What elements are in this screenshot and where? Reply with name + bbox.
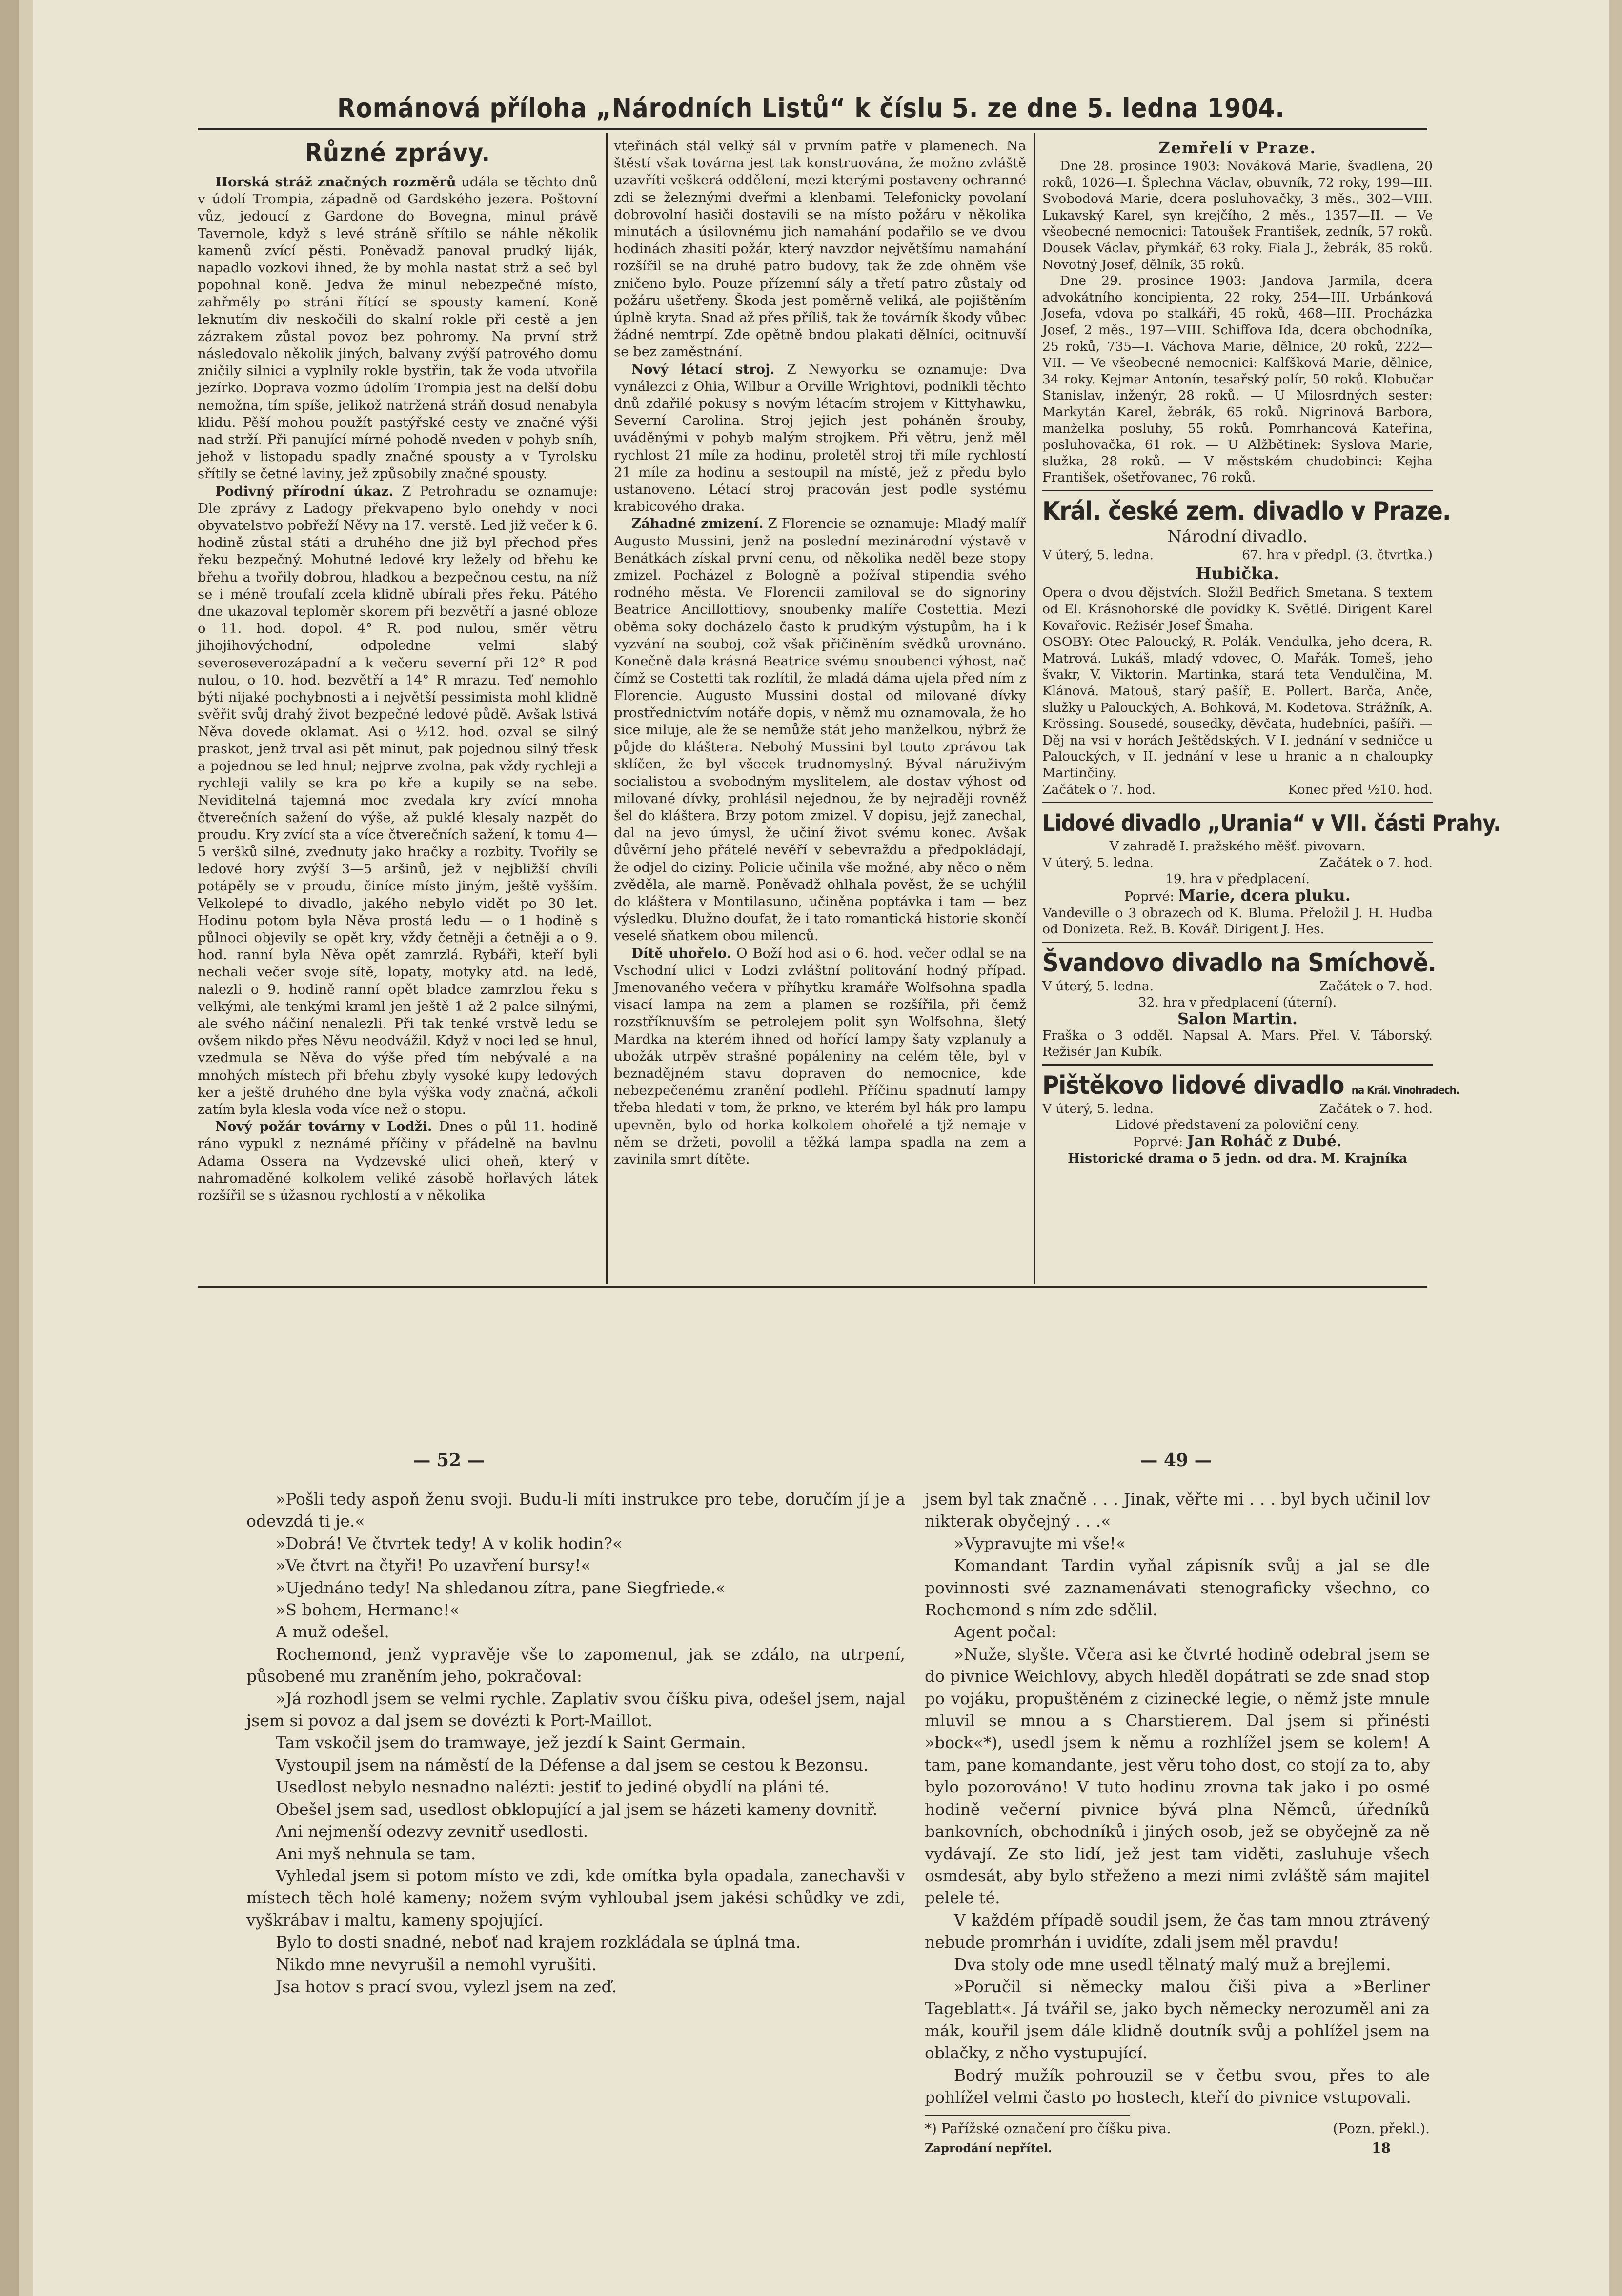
theatre-notice-urania: Lidové divadlo „Urania“ v VII. části Prahy. V zahradě I. pražského měšť. pivovarn. V úterý, 5. ledna. Začátek o 7. hod. 19. hra v předplacení. Poprvé: Marie, dcera pluku. Vandeville o 3 obrazech od K. Bluma. Přeložil J. H. Hudba od Donizeta. Rež. B. Kovář. Dirigent J. Hes. [1042, 808, 1433, 938]
play-title: Salon Martin. [1177, 1009, 1298, 1028]
theatre-name: Švandovo divadlo na Smíchově. [1042, 948, 1436, 978]
story-paragraph: »Vypravujte mi vše!« [954, 1533, 1126, 1553]
news-item: Horská stráž značných rozměrů udála se těchto dnů v údolí Trompia, západně od Gardského jezera. Poštovní vůz, jedoucí z Gardone do Bovegna, minul právě Tavernole, když s levé stráně sřítilo se náhle několik kamenů zvící pěsti. Poněvadž panoval prudký liják, napadlo vozkovi ihned, že by mohla nastat strž a seč byl popohnal koně. Jedva že minul nebezpečné místo, zahřměly po stráni řítící se spousty kamení. Koně leknutím div neskočili do skalní rokle při cestě a jen zázrakem zůstal povoz bez pohromy. Na první strž následovalo několik jiných, balvany zvýší patrového domu zničily silnici a vyplnily rokle bystřin, tak že voda utvořila jezírko. Doprava vozmo údolím Trompia jest na delší dobu nemožna, tím spíše, jelikož natržená stráň dosud nenabyla klidu. Pěší mohou použít pastýřské cesty ve značné výši nad strží. Při panující mírné pohodě nveden v pohyb sníh, jehož v listopadu spadly značné spousty a v Tyrolsku sřítily se četné laviny, jež způsobily značné spousty. [198, 174, 598, 482]
story-paragraph: Agent počal: [954, 1622, 1057, 1642]
column-divider-2 [1034, 133, 1035, 1284]
story-paragraph: A muž odešel. [276, 1622, 389, 1642]
scan-edge-left-inner [19, 0, 33, 2296]
story-paragraph: »Pošli tedy aspoň ženu svoji. Budu-li míti instrukce pro tebe, doručím jí je a odevzdá ti je.« [246, 1490, 905, 1531]
story-paragraph: Nikdo mne nevyrušil a nemohl vyrušiti. [276, 1954, 597, 1974]
story-paragraph: »Nuže, slyšte. Včera asi ke čtvrté hodině odebral jsem se do pivnice Weichlovy, abych hleděl dopátrati se zde snad stop po vojáku, propuštěném z cizinecké legie, o němž jste mnule mluvil se mnou a s Charstierem. Dal jsem si přinésti »bock«*), usedl jsem k němu a rozhlížel jsem se kolem! A tam, pane komandante, jest věru toho dost, co stojí za to, aby bylo pozorováno! V tuto hodinu zrovna tak jako i po osmé hodině večerní pivnice bývá plna Němců, úředníků bankovních, obchodníků i jiných osob, jež se obyčejně za ně vydávají. Ze sto lidí, jež jest tam viděti, zasluhuje všech osmdesát, aby bylo střeženo a mezi nimi zvláště sám majitel pelele té. [925, 1644, 1430, 1908]
signature-line [925, 2138, 1430, 2158]
story-paragraph: Bodrý mužík pohrouzil se v četbu svou, přes to ale pohlížel velmi často po hostech, kteří do pivnice vstupovali. [925, 2065, 1430, 2107]
story-paragraph: »Ujednáno tedy! Na shledanou zítra, pane Siegfriede.« [276, 1578, 726, 1597]
news-item: Nový požár továrny v Lodži. Dnes o půl 11. hodině ráno vypukl z neznámé příčiny v přádelně na bavlnu Adama Ossera na Vydzevské ulici oheň, který v nahromaděné kolkolem veliké zásobě hořlavých látek rozšířil se s úžasnou rychlostí a v několika [198, 1119, 598, 1203]
news-item: Dítě uhořelo. O Boží hod asi o 6. hod. večer odlal se na Vschodní ulici v Lodzi zvláštní politování hodný případ. Jmenovaného večera v příhytku kramáře Wolfsohna spadla visací lampa na zem a plamen se rozšířila, při čemž rozstříknuvším se petrolejem polit syn Wolfsohna, šletý Mardka na kterém ihned od hořící lampy šaty vzplanuly a ubožák utrpěv strašné popáleniny na celém těle, byl v beznadějném stavu dopraven do nemocnice, kde nebezpečenému zranění podlehl. Příčinu spadnutí lampy třeba hledati v tom, že prkno, ve kterém byl hák pro lampu upevněn, bylo od horka kolkolem ohořelé a tjž nemaje v něm se držeti, povolil a těžká lampa spadla na zem a zavinila smrt dítěte. [614, 945, 1026, 1167]
divider [1042, 1064, 1433, 1066]
story-paragraph: Tam vskočil jsem do tramwaye, jež jezdí k Saint Germain. [276, 1733, 746, 1752]
story-paragraph: Bylo to dosti snadné, neboť nad krajem rozkládala se úplná tma. [276, 1933, 801, 1952]
story-paragraph: »Ve čtvrt na čtyři! Po uzavření bursy!« [276, 1556, 591, 1575]
story-paragraph: »Dobrá! Ve čtvrtek tedy! A v kolik hodin?« [276, 1533, 623, 1553]
story-paragraph: Komandant Tardin vyňal zápisník svůj a jal se dle povinnosti své zaznamenávati stenograficky všechno, co Rochemond s ním zde sdělil. [925, 1556, 1430, 1620]
page-number-right: — 49 — [1140, 1450, 1212, 1470]
news-item: Nový létací stroj. Z Newyorku se oznamuje: Dva vynálezci z Ohia, Wilbur a Orville Wrightovi, podnikli těchto dnů zdařilé pokusy s novým létacím strojem v Kittyhawku, Severní Carolina. Stroj jejich jest poháněn šrouby, uváděnými v pohyb malým strojkem. Při větru, jenž měl rychlost 21 míle za hodinu, proletěl stroj tři míle rychlostí 21 míle za hodinu a sestoupil na místě, jež z předu bylo ustanoveno. Létací stroj pracován jest podle systému krabicového draka. [614, 361, 1027, 515]
deaths-title: Zemřelí v Praze. [1158, 139, 1317, 157]
story-paragraph: Vyhledal jsem si potom místo ve zdi, kde omítka byla opadala, zanechavši v místech těch holé kameny; nožem svým vyhloubal jsem jakési schůdky ve zdi, vyškrábav i maltu, kameny spojující. [246, 1866, 905, 1930]
deaths-list: Dne 28. prosince 1903: Nováková Marie, švadlena, 20 roků, 1026—I. Šplechna Václav, obuvník, 72 roky, 199—III. Svobodová Marie, dcera posluhovačky, 3 měs., 302—VIII. Lukavský Karel, syn krejčího, 2 měs., 1357—II. — Ve všeobecné nemocnici: Tatoušek František, zedník, 57 roků. Dousek Václav, přymkář, 63 roky. Fiala J., žebrák, 85 roků. Novotný Josef, dělník, 35 roků. [1042, 159, 1433, 272]
theatre-name: Král. české zem. divadlo v Praze. [1042, 496, 1451, 526]
section-title: Různé zprávy. [304, 139, 491, 168]
theatre-notice-svanda: Švandovo divadlo na Smíchově. V úterý, 5. ledna. Začátek o 7. hod. 32. hra v předplacení (úterní). Salon Martin. Fraška o 3 odděl. Napsal A. Mars. Přel. V. Táborský. Režisér Jan Kubík. [1042, 948, 1436, 1060]
story-paragraph: V každém případě soudil jsem, že čas tam mnou ztrávený nebude promrhán i uvidíte, zdali jsem měl pravdu! [925, 1910, 1430, 1952]
header-rule [198, 128, 1427, 130]
footnote: *) Pařížské označení pro číšku piva. (Pozn. překl.). [925, 2120, 1430, 2137]
story-paragraph: Usedlost nebylo nesnadno nalézti: jestiť to jediné obydlí na pláni té. [276, 1777, 830, 1797]
story-paragraph: jsem byl tak značně . . . Jinak, věřte mi . . . byl bych učinil lov nikterak obyčejný . . .« [925, 1490, 1430, 1531]
column-divider-1 [606, 133, 608, 1284]
sheet-signature: 18 [1372, 2140, 1391, 2156]
news-item-continued: vteřinách stál velký sál v prvním patře v plamenech. Na štěstí však továrna jest tak konstruována, že možno zvláště uzavříti veškerá oddělení, mezi kterými postaveny ochranné zdi se železnými dveřmi a klenbami. Telefonicky povolaní dobrovolní hasiči dostavili se na místo požáru v několika minutách a úsilovnému jich namahání podařilo se ve dvou hodinách zhasiti požár, který navzdor největšímu namahání rozšířil se na druhé patro budovy, tak že zde ohněm vše zničeno bylo. Pouze přízemní sály a třetí patro zůstaly od požáru ušetřeny. Škoda jest poměrně veliká, ale pojištěním úplně kryta. Snad až přes příliš, tak že továrník škody vůbec žádné nemtrpí. Zde opětně bndou plakati dělníci, ocitnuvší se bez zaměstnání. [614, 138, 1026, 360]
story-paragraph: Dva stoly ode mne usedl tělnatý malý muž a brejlemi. [954, 1954, 1391, 1974]
deaths-list: Dne 29. prosince 1903: Jandova Jarmila, dcera advokátního koncipienta, 22 roky, 254—III. Urbánková Josefa, vdova po stalkáři, 45 roků, 468—III. Procházka Josef, 2 měs., 197—VIII. Schiffova Ida, dcera obchodníka, 25 roků, 735—I. Váchova Marie, dělnice, 20 roků, 222—VII. — Ve všeobecné nemocnici: Kalfšková Marie, dělnice, 34 roky. Kejmar Antonín, tesařský polír, 50 roků. Klobučar Stanislav, inženýr, 28 roků. — U Milosrdných sester: Markytán Karel, žebrák, 65 roků. Nigrinová Barbora, manželka posluhy, 55 roků. Pomrhancová Kateřina, posluhovačka, 61 rok. — U Alžbětinek: Syslova Marie, služka, 28 roků. — V městském chudobinci: Kejha František, ošetřovanec, 76 roků. [1042, 273, 1433, 485]
column-notices [1042, 138, 1501, 1284]
divider [1042, 942, 1433, 943]
divider [1042, 490, 1433, 491]
column-news-2 [614, 138, 1026, 1284]
story-paragraph: Jsa hotov s prací svou, vylezl jsem na zeď. [276, 1976, 617, 1996]
footnote-rule [925, 2115, 1130, 2116]
play-title: Hubička. [1196, 564, 1279, 584]
section-bottom-rule [198, 1286, 1427, 1288]
page-header: Románová příloha „Národních Listů“ k číslu 5. ze dne 5. ledna 1904. [337, 93, 1285, 123]
story-paragraph: Obešel jsem sad, usedlost obklopující a jal jsem se házeti kameny dovnitř. [276, 1799, 878, 1819]
scan-edge-right [1609, 0, 1622, 2296]
play-title: Marie, dcera pluku. [1178, 886, 1351, 905]
theatre-name: Pištěkovo lidové divadlo [1042, 1070, 1344, 1100]
story-paragraph: Ani nejmenší odezvy zevnitř usedlosti. [276, 1822, 588, 1841]
theatre-notice-pistek: Pištěkovo lidové divadlo na Král. Vinohradech. V úterý, 5. ledna. Začátek o 7. hod. Lidové představení za poloviční ceny. Poprvé: Jan Roháč z Dubé. Historické drama o 5 jedn. od dra. M. Krajníka [1042, 1070, 1460, 1166]
theatre-notice-national: Král. české zem. divadlo v Praze. Národní divadlo. V úterý, 5. ledna. 67. hra v předpl. (3. čtvrtka.) Hubička. Opera o dvou dějstvích. Složil Bedřich Smetana. S textem od El. Krásnohorské dle povídky K. Světlé. Dirigent Karel Kovařovic. Režisér Josef Šmaha. OSOBY: Otec Paloucký, R. Polák. Vendulka, jeho dcera, R. Matrová. Lukáš, mladý vdovec, O. Mařák. Tomeš, jeho švakr, V. Viktorin. Martinka, stará teta Vendulčina, M. Klánová. Matouš, starý pašíř, E. Pollert. Barča, Anče, služky u Palouckých, A. Bohková, M. Kodetova. Strážník, A. Krössing. Sousedé, sousedky, děvčata, hudebníci, pašíři. — Děj na vsi v horách Ještědských. V I. jednání v sedničce u Palouckých, v II. jednání v lese u hranic a n chaloupky Martinčiny. Začátek o 7. hod. Konec před ½10. hod. [1042, 496, 1451, 797]
page-number-left: — 52 — [413, 1450, 485, 1470]
story-paragraph: Vystoupil jsem na náměstí de la Défense a dal jsem se cestou k Bezonsu. [276, 1755, 869, 1774]
news-item: Záhadné zmizení. Z Florencie se oznamuje: Mladý malíř Augusto Mussini, jenž na poslední mezinárodní výstavě v Benátkách získal první cenu, od několika neděl beze stopy zmizel. Pocházel z Bologně a požíval stipendia svého rodného města. Ve Florencii zamiloval se do signoriny Beatrice Ancillottiovy, snoubenky malíře Costettia. Mezi oběma soky docházelo často k prudkým výstupům, ha i k vyzvání na souboj, což však přičiněním svědků urovnáno. Konečně dala krásná Beatrice svému snoubenci výhost, nač čímž se Costetti tak rozlítil, že mladá dáma ujela před ním z Florencie. Augusto Mussini dostal od milované dívky prostřednictvím notáře dopis, v němž mu oznamovala, že ho sice miluje, ale že se nemůže stát jeho manželkou, nýbrž že půjde do kláštera. Nebohý Mussini byl touto zprávou tak sklíčen, že byl všecek trudnomyslný. Býval náruživým socialistou a svobodným myslitelem, ale dostav výhost od milované dívky, prohlásil nejednou, že by nejraději rovněž šel do kláštera. Brzy potom zmizel. V dopisu, jejž zanechal, dal na jevo úmysl, že učiní život svému konec. Avšak důvěrní jeho přátelé nevěří v sebevraždu a předpokládají, že odjel do ciziny. Policie učinila vše možné, aby něco o něm zvěděla, ale marně. Poněvadž ohlhala pověst, že se uchýlil do kláštera v Montilasuno, učiněna poptávka i tam — bez výsledku. Dlužno doufat, že i tato romantická historie skončí veselé sňatkem obou milenců. [614, 516, 1026, 944]
theatre-name: Lidové divadlo „Urania“ v VII. části Prahy. [1042, 810, 1501, 837]
printer-mark: Zaprodání nepřítel. [925, 2141, 1052, 2155]
story-page-right [925, 1488, 1430, 2269]
news-item: Podivný přírodní úkaz. Z Petrohradu se oznamuje: Dle zprávy z Ladogy překvapeno bylo onehdy v noci obyvatelstvo pobřeží Něvy na 17. verstě. Led již večer k 6. hodině zůstal státi a druhého dne již byl přechod přes řeku bezpečný. Mohutné ledové kry ležely od břehu ke břehu a tvořily dobrou, hladkou a bezpečnou cestu, na níž se i méně troufalí zcela klidně ubírali přes řeku. Pátého dne ukazoval teploměr skorem při bezvětří a jasné obloze o 11. hod. dopol. 4° R. pod nulou, směr větru jihojihovýchodní, odpoledne velmi slabý severoseverozápadní a k večeru severní při 12° R pod nulou, o 10. hod. bezvětří a 14° R mrazu. Teď nemohlo býti nijaké pochybnosti a i největší pessimista mohl klidně svěřit svůj drahý život bezpečné ledové půdě. Avšak lstivá Něva dovede oklamat. Asi o ½12. hod. ozval se silný praskot, jenž trval asi pět minut, pak pojednou silný třesk a pojednou se led hnul; nejprve zvolna, pak vždy rychleji a rychleji valily se kra po kře a kupily se na sebe. Neviditelná tajemná moc zvedala kry zvící mnoha čtverečních sažení do výše, až puklé klesaly nazpět do proudu. Kry zvící sta a více čtverečních sažení, k tomu 4—5 veršků silné, zvednuty jako hračky a rozbity. Tvořily se ledové hory zvýší 3—5 aršinů, jež v nejbližší chvíli potápěly se v proudu, činíce místo jiným, ještě vyšším. Velkolepé to divadlo, jakého nebylo vidět po 30 let. Hodinu potom byla Něva prostá ledu — o 1 hodině s půlnoci objevily se opět kry, vždy četněji a četněji a o 9. hod. ranní byla Něva opět zamrzlá. Rybáři, kteří byli nechali večer svoje sítě, lopaty, motyky atd. na ledě, nalezli o 9. hodině ranní opět bladce zamrzlou řeku s velkými, ale tenkými kraml jen ještě 1 až 2 palce silnými, ale svého náčiní nenalezli. Při tak tenké vrstvě ledu se ovšem nikdo přes Něvu neodvážil. Když v noci led se hnul, vzedmula se Něva do výše před tím nebývalé a na mnohých místech při břehu zbyly vysoké kupy ledových ker a ještě druhého dne byla výška vody značná, ačkoli zatím byla klesla voda více než o stopu. [198, 483, 598, 1117]
story-paragraph: Rochemond, jenž vypravěje vše to zapomenul, jak se zdálo, na utrpení, působené mu zraněním jeho, pokračoval: [246, 1644, 905, 1686]
story-page-left [246, 1488, 905, 2278]
play-title: Jan Roháč z Dubé. [1187, 1132, 1342, 1150]
story-paragraph: Ani myš nehnula se tam. [276, 1844, 476, 1863]
column-news-1 [198, 138, 598, 1284]
story-paragraph: »Já rozhodl jsem se velmi rychle. Zaplativ svou číšku piva, odešel jsem, najal jsem si povoz a dal jsem se dovézti k Port-Maillot. [246, 1689, 905, 1731]
divider [1042, 802, 1433, 803]
scan-edge-left [0, 0, 19, 2296]
story-paragraph: »Poručil si německy malou čiši piva a »Berliner Tageblatt«. Já tvářil se, jako bych německy nerozuměl ani za mák, kouřil jsem dále klidně doutník svůj a pohlížel jsem na oblačky, z něho vystupující. [925, 1976, 1430, 2063]
story-paragraph: »S bohem, Hermane!« [276, 1600, 460, 1620]
